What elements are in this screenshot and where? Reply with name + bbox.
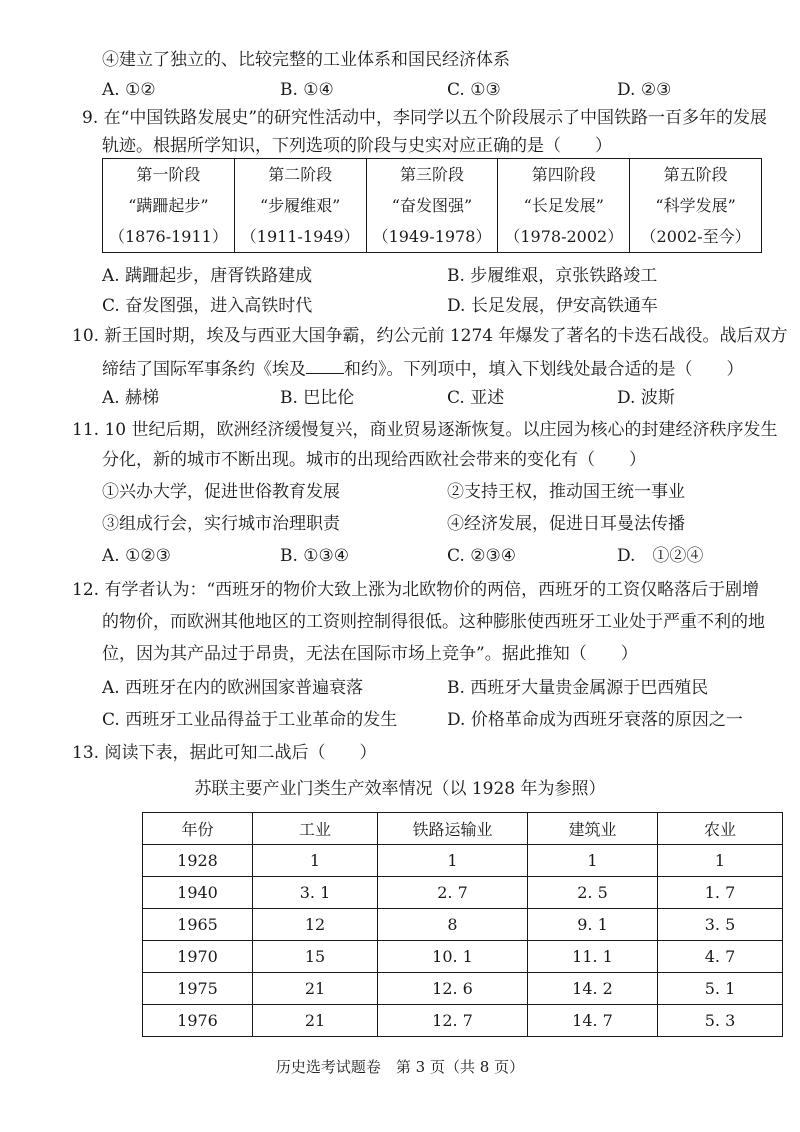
table-row xyxy=(143,845,783,877)
table-cell: 1 xyxy=(378,845,528,877)
q12-option-c: C. 西班牙工业品得益于工业革命的发生 xyxy=(102,710,398,730)
q12-stem-line-2: 的物价，而欧洲其他地区的工资则控制得很低。这种膨胀使西班牙工业处于严重不利的地 xyxy=(102,612,765,632)
railway-stages-table xyxy=(102,158,762,253)
stage-name: 第五阶段 xyxy=(663,165,728,184)
table-row xyxy=(143,877,783,909)
q11-stem-line-2: 分化，新的城市不断出现。城市的出现给西欧社会带来的变化有（ ） xyxy=(102,450,646,470)
table-cell: 12. 6 xyxy=(378,973,528,1005)
stage-theme: “步履维艰” xyxy=(260,196,341,215)
table-cell: 5. 1 xyxy=(658,973,783,1005)
table-cell: 1928 xyxy=(143,845,253,877)
q11-stem-line-1: 11. 10 世纪后期，欧洲经济缓慢复兴，商业贸易逐渐恢复。以庄园为核心的封建经济秩序发生 xyxy=(72,420,778,440)
table-row xyxy=(143,909,783,941)
q8-item-4: ④建立了独立的、比较完整的工业体系和国民经济体系 xyxy=(102,50,510,70)
q11-item-2: ②支持王权，推动国王统一事业 xyxy=(447,482,685,502)
table-cell: 1 xyxy=(253,845,378,877)
table-cell: 1975 xyxy=(143,973,253,1005)
q12-option-a: A. 西班牙在内的欧洲国家普遍衰落 xyxy=(102,678,364,698)
column-header-construction: 建筑业 xyxy=(528,813,658,845)
page-footer: 历史选考试题卷 第 3 页（共 8 页） xyxy=(275,1058,525,1076)
table-cell: 1940 xyxy=(143,877,253,909)
stage-cell-1 xyxy=(103,159,235,253)
table-cell: 2. 5 xyxy=(528,877,658,909)
q10-stem-line-1: 10. 新王国时期，埃及与西亚大国争霸，约公元前 1274 年爆发了著名的卡迭石战役。战后双方 xyxy=(72,326,788,346)
q11-option-c: C. ②③④ xyxy=(447,546,516,566)
table-cell: 3. 1 xyxy=(253,877,378,909)
table-cell: 1965 xyxy=(143,909,253,941)
q9-stem-line-1: 9. 在“中国铁路发展史”的研究性活动中，李同学以五个阶段展示了中国铁路一百多年的发展 xyxy=(82,108,768,128)
q8-option-c: C. ①③ xyxy=(447,80,501,100)
q11-option-d: D. ①②④ xyxy=(617,546,704,566)
table-row xyxy=(143,941,783,973)
q11-item-3: ③组成行会，实行城市治理职责 xyxy=(102,514,340,534)
production-table-title: 苏联主要产业门类生产效率情况（以 1928 年为参照） xyxy=(194,779,606,799)
table-cell: 12 xyxy=(253,909,378,941)
column-header-industry: 工业 xyxy=(253,813,378,845)
q10-option-a: A. 赫梯 xyxy=(102,388,160,408)
table-cell: 21 xyxy=(253,1005,378,1037)
table-cell: 1 xyxy=(658,845,783,877)
q9-option-d: D. 长足发展，伊安高铁通车 xyxy=(447,296,658,316)
table-cell: 1. 7 xyxy=(658,877,783,909)
table-cell: 15 xyxy=(253,941,378,973)
table-cell: 1976 xyxy=(143,1005,253,1037)
stage-theme: “长足发展” xyxy=(523,196,604,215)
table-cell: 5. 3 xyxy=(658,1005,783,1037)
q13-stem: 13. 阅读下表，据此可知二战后（ ） xyxy=(72,743,377,763)
table-cell: 14. 2 xyxy=(528,973,658,1005)
q9-option-a: A. 蹒跚起步，唐胥铁路建成 xyxy=(102,266,313,286)
table-cell: 1 xyxy=(528,845,658,877)
stage-name: 第二阶段 xyxy=(268,165,333,184)
table-row xyxy=(103,159,762,253)
stage-theme: “科学发展” xyxy=(655,196,736,215)
q11-option-a: A. ①②③ xyxy=(102,546,171,566)
table-cell: 2. 7 xyxy=(378,877,528,909)
q12-stem-line-1: 12. 有学者认为：“西班牙的物价大致上涨为北欧物价的两倍，西班牙的工资仅略落后于剧增 xyxy=(72,580,760,600)
stage-theme: “蹒跚起步” xyxy=(128,196,209,215)
stage-period: （1949-1978） xyxy=(372,227,492,246)
answer-blank xyxy=(306,358,344,374)
q11-option-b: B. ①③④ xyxy=(280,546,350,566)
table-cell: 4. 7 xyxy=(658,941,783,973)
table-cell: 10. 1 xyxy=(378,941,528,973)
q10-option-d: D. 波斯 xyxy=(617,388,675,408)
table-cell: 8 xyxy=(378,909,528,941)
q12-stem-line-3: 位，因为其产品过于昂贵，无法在国际市场上竞争”。据此推知（ ） xyxy=(102,644,638,664)
stage-theme: “奋发图强” xyxy=(391,196,473,215)
q8-option-b: B. ①④ xyxy=(280,80,334,100)
q9-option-c: C. 奋发图强，进入高铁时代 xyxy=(102,296,313,316)
stage-period: （1911-1949） xyxy=(240,227,360,246)
q10-option-c: C. 亚述 xyxy=(447,388,505,408)
stage-cell-5 xyxy=(630,159,762,253)
table-cell: 21 xyxy=(253,973,378,1005)
table-header-row xyxy=(143,813,783,845)
table-cell: 1970 xyxy=(143,941,253,973)
stage-name: 第三阶段 xyxy=(399,165,464,184)
stage-cell-2 xyxy=(234,159,366,253)
table-cell: 3. 5 xyxy=(658,909,783,941)
table-cell: 11. 1 xyxy=(528,941,658,973)
q12-option-b: B. 西班牙大量贵金属源于巴西殖民 xyxy=(447,678,709,698)
column-header-year: 年份 xyxy=(143,813,253,845)
q9-stem-line-2: 轨迹。根据所学知识，下列选项的阶段与史实对应正确的是（ ） xyxy=(102,136,612,156)
q10-option-b: B. 巴比伦 xyxy=(280,388,355,408)
stage-cell-4 xyxy=(498,159,630,253)
stage-period: （1876-1911） xyxy=(108,227,228,246)
q8-option-a: A. ①② xyxy=(102,80,156,100)
stage-period: （1978-2002） xyxy=(504,227,624,246)
stage-period: （2002-至今） xyxy=(640,227,751,246)
stage-name: 第四阶段 xyxy=(531,165,596,184)
q10-stem-line-2 xyxy=(102,358,744,378)
column-header-railway: 铁路运输业 xyxy=(378,813,528,845)
table-cell: 14. 7 xyxy=(528,1005,658,1037)
q8-option-d: D. ②③ xyxy=(617,80,672,100)
q12-option-d: D. 价格革命成为西班牙衰落的原因之一 xyxy=(447,710,743,730)
soviet-production-table xyxy=(142,812,783,1037)
q11-item-4: ④经济发展，促进日耳曼法传播 xyxy=(447,514,685,534)
q10-stem-before-blank: 缔结了国际军事条约《埃及 xyxy=(102,359,306,380)
table-cell: 9. 1 xyxy=(528,909,658,941)
table-cell: 12. 7 xyxy=(378,1005,528,1037)
q11-item-1: ①兴办大学，促进世俗教育发展 xyxy=(102,482,340,502)
stage-cell-3 xyxy=(366,159,498,253)
table-row xyxy=(143,973,783,1005)
column-header-agriculture: 农业 xyxy=(658,813,783,845)
q10-stem-after-blank: 和约》。下列项中，填入下划线处最合适的是（ ） xyxy=(344,359,744,380)
q9-option-b: B. 步履维艰，京张铁路竣工 xyxy=(447,266,658,286)
stage-name: 第一阶段 xyxy=(136,165,201,184)
table-row xyxy=(143,1005,783,1037)
